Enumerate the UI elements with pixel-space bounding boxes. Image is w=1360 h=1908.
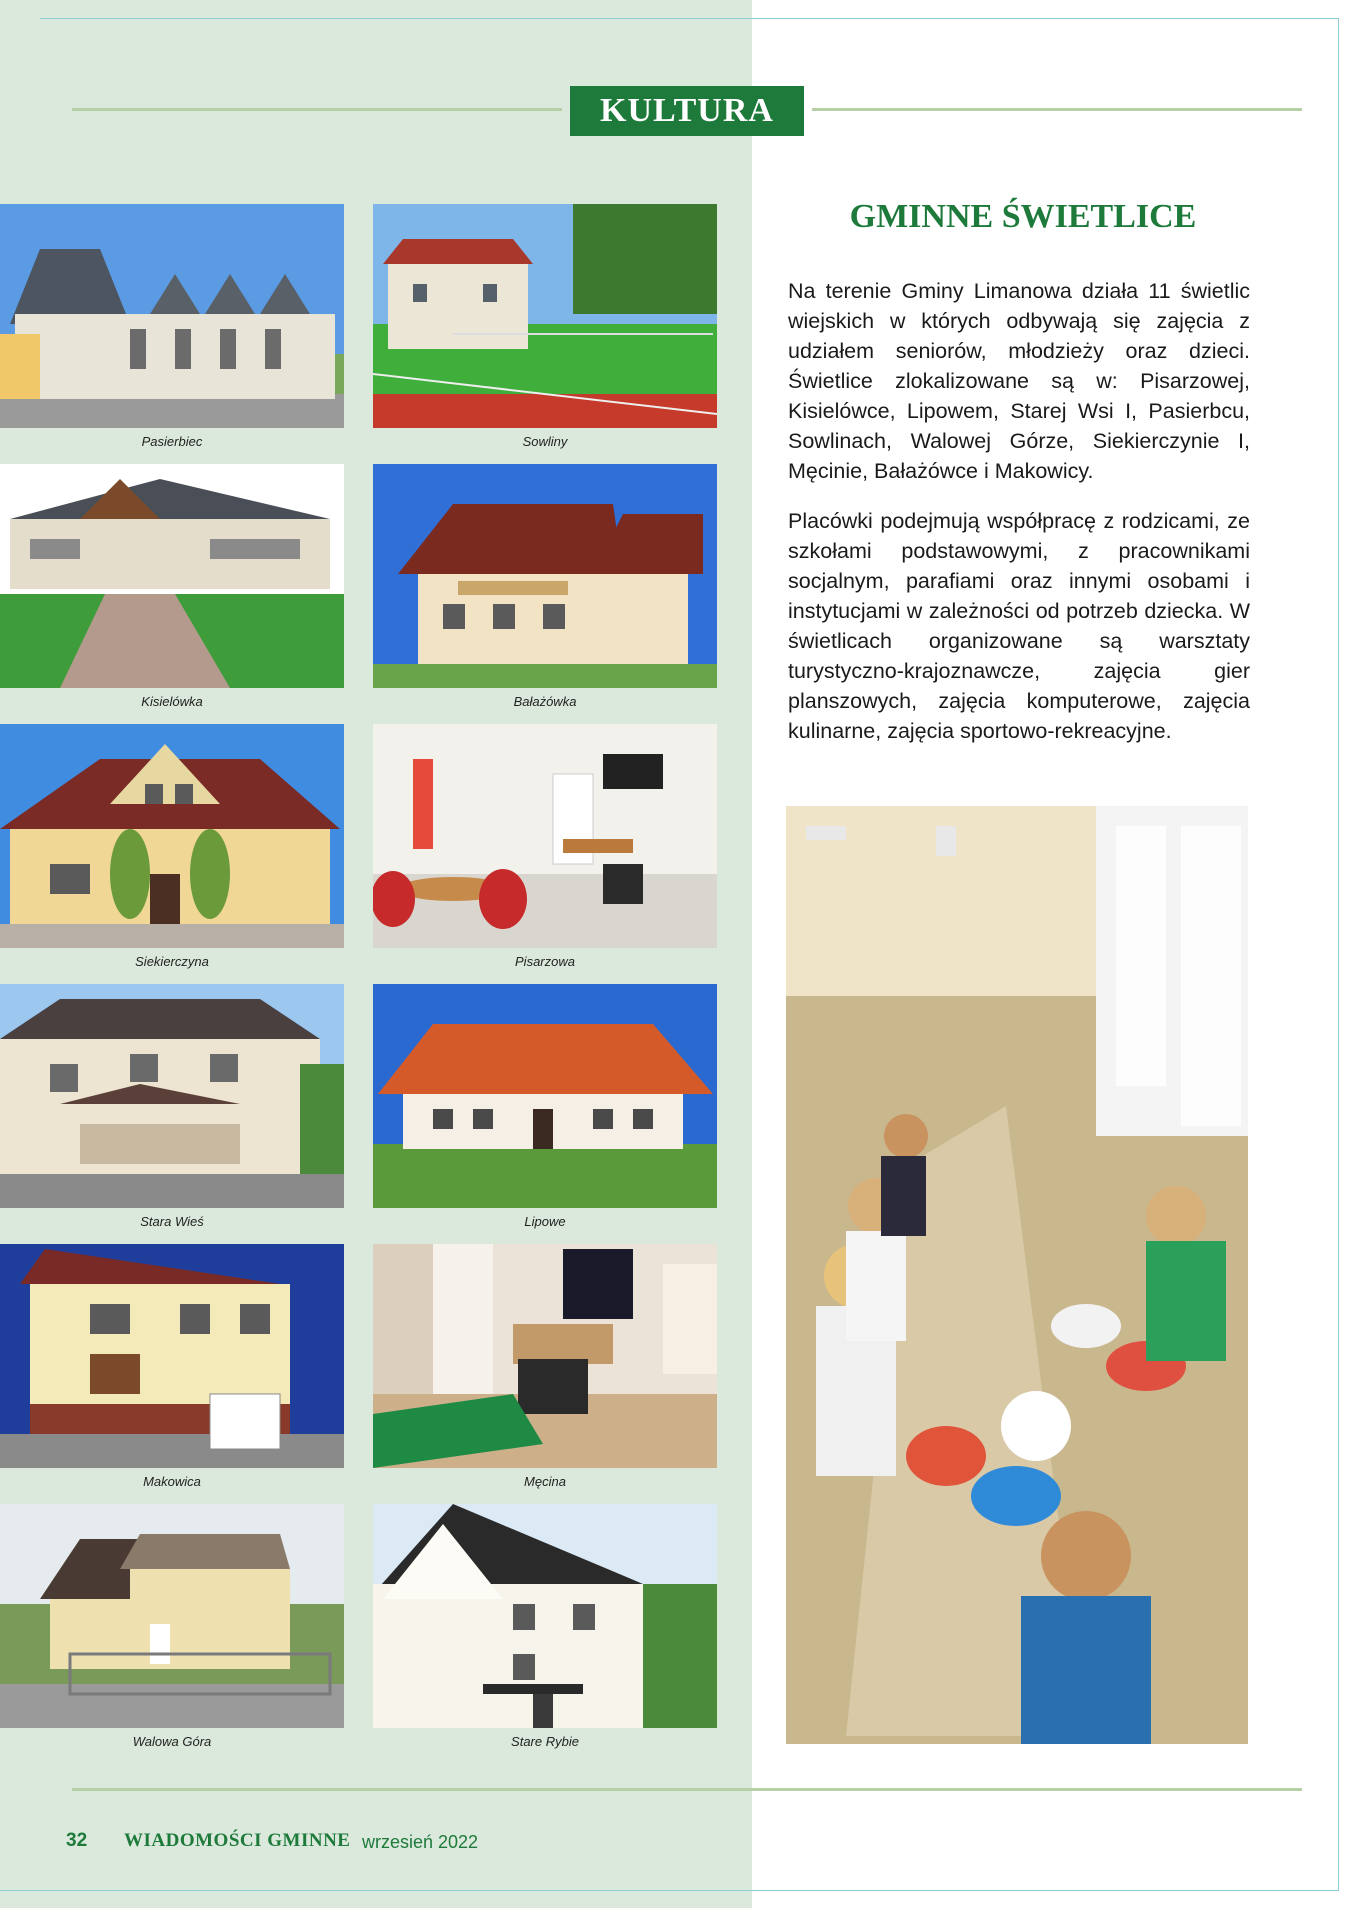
frame-line: [0, 1890, 1339, 1891]
photo-pasierbiec: [0, 204, 344, 428]
caption-walowa-gora: Walowa Góra: [132, 1734, 212, 1749]
magazine-title: WIADOMOŚCI GMINNE: [124, 1830, 351, 1851]
building-photo: [0, 204, 344, 428]
issue-date: wrzesień 2022: [362, 1832, 479, 1852]
children-workshop-photo: [786, 806, 1248, 1744]
building-photo: [373, 1504, 717, 1728]
photo-walowa-gora: [0, 1504, 344, 1728]
building-photo: [373, 204, 717, 428]
photo-kisielowka: [0, 464, 344, 688]
header-rule-right: [812, 108, 1302, 111]
photo-pisarzowa: [373, 724, 717, 948]
photo-siekierczyna: [0, 724, 344, 948]
header-rule-left: [72, 108, 562, 111]
caption-mecina: Męcina: [524, 1474, 566, 1489]
interior-photo: [373, 724, 717, 948]
photo-makowica: [0, 1244, 344, 1468]
building-photo: [0, 724, 344, 948]
building-photo: [0, 1244, 344, 1468]
footer-rule: [72, 1788, 1302, 1791]
interior-photo: [373, 1244, 717, 1468]
caption-balazowka: Bałażówka: [513, 694, 577, 709]
caption-kisielowka: Kisielówka: [141, 694, 203, 709]
article-paragraph-2: Placówki podejmują współpracę z rodzicami, ze szkołami podstawowymi, z pracownikami socjalnym, parafiami oraz innymi osobami i instytucjami w zależności od potrzeb dziecka. W świetlicach organizowane są warsztaty turystyczno-krajoznawcze, zajęcia gier planszowych, zajęcia komputerowe, zajęcia kulinarne, zajęcia sportowo-rekreacyjne.: [788, 509, 1250, 743]
article-paragraph-1: Na terenie Gminy Limanowa działa 11 świetlic wiejskich w których odbywają się zajęcia z udziałem seniorów, młodzieży oraz dzieci. Świetlice zlokalizowane są w: Pisarzowej, Kisielówce, Lipowem, Starej Wsi I, Pasierbcu, Sowlinach, Walowej Górze, Siekierczynie I, Męcinie, Bałażówce i Makowicy.: [788, 279, 1250, 483]
photo-sowliny: [373, 204, 717, 428]
photo-stare-rybie: [373, 1504, 717, 1728]
caption-sowliny: Sowliny: [522, 434, 568, 449]
building-photo: [373, 464, 717, 688]
frame-line: [1338, 18, 1339, 1890]
workshop-photo: [786, 806, 1248, 1744]
caption-siekierczyna: Siekierczyna: [135, 954, 209, 969]
building-photo: [0, 464, 344, 688]
building-photo: [0, 984, 344, 1208]
caption-lipowe: Lipowe: [524, 1214, 566, 1229]
photo-lipowe: [373, 984, 717, 1208]
caption-makowica: Makowica: [143, 1474, 201, 1489]
article-title: GMINNE ŚWIETLICE: [849, 198, 1197, 235]
building-photo: [373, 984, 717, 1208]
caption-stara-wies: Stara Wieś: [140, 1214, 204, 1229]
section-badge: KULTURA: [570, 86, 804, 136]
building-photo: [0, 1504, 344, 1728]
photo-stara-wies: [0, 984, 344, 1208]
frame-line: [40, 18, 1338, 19]
caption-pisarzowa: Pisarzowa: [515, 954, 575, 969]
photo-mecina: [373, 1244, 717, 1468]
page-number: 32: [66, 1830, 88, 1851]
caption-stare-rybie: Stare Rybie: [511, 1734, 579, 1749]
photo-balazowka: [373, 464, 717, 688]
caption-pasierbiec: Pasierbiec: [141, 434, 203, 449]
